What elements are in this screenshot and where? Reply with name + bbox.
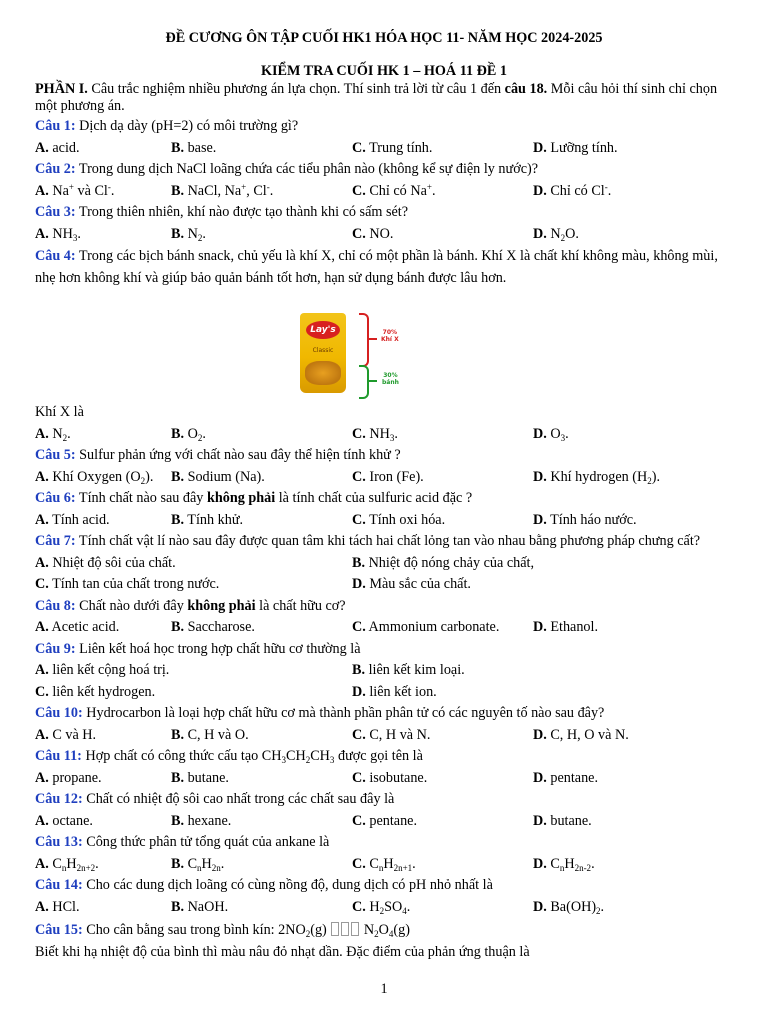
question-3-options: [35, 224, 733, 246]
option-d[interactable]: D. Màu sắc của chất.: [352, 576, 471, 592]
question-7-options-row1: [35, 553, 733, 575]
option-c[interactable]: C. isobutane.: [352, 769, 428, 786]
question-13: Câu 13: Công thức phân tử tổng quát của ankane là: [35, 834, 330, 850]
option-b[interactable]: B. base.: [171, 139, 217, 156]
gas-bracket-tick: [369, 338, 377, 340]
option-c[interactable]: C. Tính oxi hóa.: [352, 511, 446, 528]
question-14: Câu 14: Cho các dung dịch loãng có cùng nồng độ, dung dịch có pH nhỏ nhất là: [35, 877, 493, 893]
option-d[interactable]: D. $O_3$.: [533, 425, 569, 443]
option-b[interactable]: B. $N_2$.: [171, 225, 206, 243]
bag-flavor: Classic: [312, 347, 334, 354]
option-a[interactable]: A. Tính acid.: [35, 511, 110, 528]
option-b[interactable]: B. C, H và O.: [171, 726, 249, 743]
option-a[interactable]: A. Khí Oxygen $(O_2)$.: [35, 468, 154, 486]
document-page: [35, 24, 733, 963]
question-10-options: [35, 725, 733, 747]
question-2-options: [35, 181, 733, 203]
option-a[interactable]: A. acid.: [35, 139, 80, 156]
part-intro: PHẦN I. Câu trắc nghiệm nhiều phương án lựa chọn. Thí sinh trả lời từ câu 1 đến câu 18. Mỗi câu hỏi thí sinh chỉ chọn một phương án.: [35, 81, 718, 114]
question-2: Câu 2: Trong dung dịch NaCl loãng chứa các tiểu phân nào (không kể sự điện ly nước)?: [35, 161, 539, 177]
option-d[interactable]: D. Ethanol.: [533, 619, 599, 635]
question-5: Câu 5: Sulfur phản ứng với chất nào sau đây thể hiện tính khử ?: [35, 447, 401, 463]
option-c[interactable]: C. liên kết hydrogen.: [35, 683, 156, 700]
question-5-options: [35, 467, 733, 489]
option-b[interactable]: B. $C_nH_{2n}$.: [171, 855, 225, 873]
exam-subtitle: KIỂM TRA CUỐI HK 1 – HOÁ 11 ĐỀ 1: [260, 63, 508, 79]
question-4-stem: Khí X là: [35, 404, 84, 420]
chips-bracket: [359, 365, 369, 399]
question-15: Câu 15: Cho cân bằng sau trong bình kín: $2NO_2(g)$ $N_2O_4(g)$: [35, 922, 410, 939]
question-9-options-row2: [35, 682, 733, 704]
question-14-options: [35, 897, 733, 919]
option-a[interactable]: A. C và H.: [35, 726, 97, 743]
gas-bracket: [359, 313, 369, 367]
option-d[interactable]: D. $Ba(OH)_2$.: [533, 898, 605, 916]
option-c[interactable]: C. $C_nH_{2n+1}$.: [352, 855, 416, 873]
option-c[interactable]: C. C, H và N.: [352, 726, 431, 743]
question-10: Câu 10: Hydrocarbon là loại hợp chất hữu cơ mà thành phần phân tử có các nguyên tố nào sau đây?: [35, 705, 605, 721]
question-7-options-row2: [35, 574, 733, 596]
chips-bracket-tick: [369, 380, 377, 382]
equilibrium-arrow-icon: [331, 922, 339, 936]
option-c[interactable]: C. Ammonium carbonate.: [352, 619, 500, 635]
option-a[interactable]: A. Acetic acid.: [35, 619, 120, 635]
question-6-options: [35, 510, 733, 532]
option-c[interactable]: C. Tính tan của chất trong nước.: [35, 576, 220, 592]
page-number: 1: [380, 981, 388, 997]
question-8-options: [35, 617, 733, 639]
equilibrium-arrow-icon: [351, 922, 359, 936]
option-a[interactable]: A. Na+ và Cl-.: [35, 181, 115, 199]
option-b[interactable]: B. hexane.: [171, 812, 232, 829]
option-a[interactable]: A. propane.: [35, 769, 102, 786]
option-a[interactable]: A. HCl.: [35, 898, 80, 915]
option-a[interactable]: A. $NH_3$.: [35, 225, 81, 243]
question-12-options: [35, 811, 733, 833]
option-d[interactable]: D. $C_nH_{2n-2}$.: [533, 855, 595, 873]
question-6: Câu 6: Tính chất nào sau đây không phải là tính chất của sulfuric acid đặc ?: [35, 490, 473, 506]
option-b[interactable]: B. Sodium (Na).: [171, 468, 265, 485]
question-13-options: [35, 854, 733, 876]
option-c[interactable]: C. NO.: [352, 225, 394, 242]
option-b[interactable]: B. NaCl, Na+, Cl-.: [171, 181, 274, 199]
option-d[interactable]: D. C, H, O và N.: [533, 726, 629, 743]
option-a[interactable]: A. liên kết cộng hoá trị.: [35, 662, 170, 678]
question-15-stem: Biết khi hạ nhiệt độ của bình thì màu nâu đỏ nhạt dần. Đặc điểm của phản ứng thuận là: [35, 943, 530, 960]
option-b[interactable]: B. $O_2$.: [171, 425, 206, 443]
option-b[interactable]: B. Saccharose.: [171, 619, 255, 635]
option-d[interactable]: D. liên kết ion.: [352, 683, 437, 700]
equilibrium-arrow-icon: [341, 922, 349, 936]
question-11: Câu 11: Hợp chất có công thức cấu tạo $CH_3CH_2CH_3$ được gọi tên là: [35, 748, 423, 765]
document-title: ĐỀ CƯƠNG ÔN TẬP CUỐI HK1 HÓA HỌC 11- NĂM HỌC 2024-2025: [165, 30, 603, 46]
question-3: Câu 3: Trong thiên nhiên, khí nào được tạo thành khi có sấm sét?: [35, 204, 409, 220]
option-a[interactable]: A. Nhiệt độ sôi của chất.: [35, 554, 176, 571]
option-d[interactable]: D. Lưỡng tính.: [533, 139, 618, 156]
option-d[interactable]: D. Chỉ có Cl-.: [533, 181, 612, 199]
option-a[interactable]: A. $N_2$.: [35, 425, 71, 443]
question-4: Câu 4: Trong các bịch bánh snack, chủ yếu là khí X, chỉ có một phần là bánh. Khí X là chất khí không màu, không mùi, nhẹ hơn không khí và giúp bảo quản bánh tốt hơn, hạn sử dụng bánh được lâu hơn.: [35, 248, 718, 286]
option-b[interactable]: B. NaOH.: [171, 898, 229, 915]
option-c[interactable]: C. $H_2SO_4$.: [352, 898, 411, 916]
question-1: Câu 1: Dịch dạ dày (pH=2) có môi trường gì?: [35, 118, 299, 134]
question-8: Câu 8: Chất nào dưới đây không phải là chất hữu cơ?: [35, 597, 346, 614]
option-b[interactable]: B. Nhiệt độ nóng chảy của chất,: [352, 554, 535, 571]
snack-bag-image: [300, 313, 346, 393]
option-a[interactable]: A. $C_nH_{2n+2}$.: [35, 855, 99, 873]
option-c[interactable]: C. $NH_3$.: [352, 425, 398, 443]
chips-picture: [305, 361, 341, 385]
option-b[interactable]: B. Tính khử.: [171, 511, 244, 528]
question-9: Câu 9: Liên kết hoá học trong hợp chất hữu cơ thường là: [35, 640, 361, 657]
question-7: Câu 7: Tính chất vật lí nào sau đây được quan tâm khi tách hai chất lỏng tan vào nhau bằng phương pháp chưng cất?: [35, 533, 701, 549]
question-4-options: [35, 424, 733, 446]
option-d[interactable]: D. butane.: [533, 812, 592, 829]
option-b[interactable]: B. butane.: [171, 769, 229, 786]
option-c[interactable]: C. Trung tính.: [352, 139, 433, 156]
question-9-options-row1: [35, 660, 733, 682]
chips-label: 30% bánh: [382, 372, 399, 386]
snack-bag-figure: [35, 289, 733, 402]
option-b[interactable]: B. liên kết kim loại.: [352, 662, 465, 678]
brand-logo: Lay's: [306, 321, 340, 339]
option-c[interactable]: C. Iron (Fe).: [352, 468, 424, 485]
question-12: Câu 12: Chất có nhiệt độ sôi cao nhất trong các chất sau đây là: [35, 791, 395, 807]
option-c[interactable]: C. pentane.: [352, 812, 418, 829]
question-11-options: [35, 768, 733, 790]
question-1-options: [35, 138, 733, 160]
option-d[interactable]: D. pentane.: [533, 769, 599, 786]
option-c[interactable]: C. Chỉ có Na+.: [352, 181, 436, 199]
option-d[interactable]: D. Khí hydrogen $(H_2)$.: [533, 468, 661, 486]
option-d[interactable]: D. Tính háo nước.: [533, 511, 637, 528]
option-d[interactable]: D. $N_2O$.: [533, 225, 579, 243]
option-a[interactable]: A. octane.: [35, 812, 93, 829]
gas-label: 70% Khí X: [381, 329, 399, 343]
